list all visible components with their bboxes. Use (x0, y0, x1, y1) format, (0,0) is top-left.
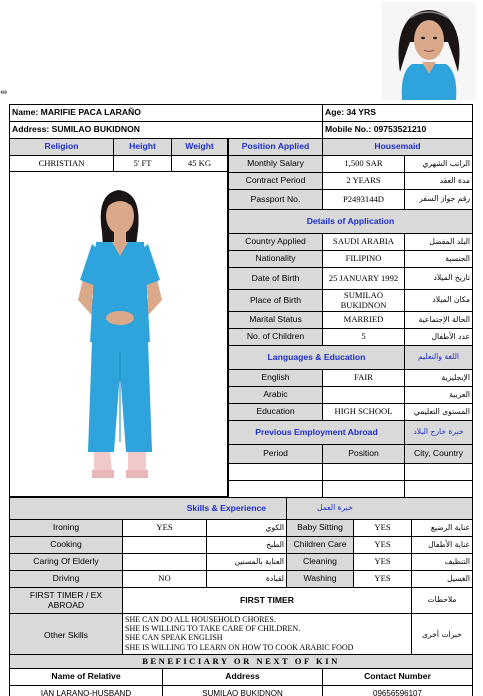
education-arabic: المستوى التعليمي (405, 404, 473, 421)
education-value: HIGH SCHOOL (323, 404, 405, 421)
beneficiary-title: BENEFICIARY OR NEXT OF KIN (10, 655, 473, 669)
skill-arabic: الكوي (207, 520, 287, 537)
name-cell (10, 105, 323, 122)
religion-value: CHRISTIAN (10, 156, 114, 173)
languages-section-title-arabic: اللغة والتعليم (405, 346, 473, 370)
relative-name: IAN LARANO-HUSBAND (10, 686, 163, 696)
skill-arabic: لقيادة (207, 571, 287, 588)
application-value: MARRIED (323, 312, 405, 329)
beneficiary-table (9, 654, 473, 696)
application-label: Country Applied (229, 234, 323, 251)
contract-label: Passport No. (229, 190, 323, 210)
application-arabic: الحالة الإجتماعية (405, 312, 473, 329)
application-arabic: مكان الميلاد (405, 290, 473, 312)
employment-position-header: Position (323, 445, 405, 464)
skill-label: Baby Sitting (287, 520, 354, 537)
application-arabic: عدد الأطفال (405, 329, 473, 346)
skill-value: YES (354, 554, 412, 571)
skill-value: YES (354, 520, 412, 537)
skill-value (123, 554, 207, 571)
skill-label: Children Care (287, 537, 354, 554)
remarks-arabic: ملاحظات (412, 588, 473, 614)
skill-label: Ironing (10, 520, 123, 537)
skill-label: Cooking (10, 537, 123, 554)
other-skill-line: SHE CAN DO ALL HOUSEHOLD CHORES. (125, 615, 276, 624)
mobile-cell (323, 122, 473, 139)
skill-label: Washing (287, 571, 354, 588)
employment-row (229, 481, 473, 498)
skills-table (9, 497, 473, 658)
skill-label: Cleaning (287, 554, 354, 571)
contract-arabic: مدة العقد (405, 173, 473, 190)
contract-arabic: الراتب الشهري (405, 156, 473, 173)
language-value: FAIR (323, 370, 405, 387)
skill-value: YES (354, 571, 412, 588)
relative-address-header: Address (163, 669, 323, 686)
contract-value: 1,500 SAR (323, 156, 405, 173)
position-applied-value: Housemaid (323, 139, 473, 156)
relative-address: SUMILAO BUKIDNON (163, 686, 323, 696)
application-value: 25 JANUARY 1992 (323, 268, 405, 290)
position-applied-header: Position Applied (229, 139, 323, 156)
weight-header: Weight (172, 139, 228, 156)
education-label: Education (229, 404, 323, 421)
language-label: Arabic (229, 387, 323, 404)
age-cell (323, 105, 473, 122)
weight-value: 45 KG (172, 156, 228, 173)
other-skill-line: SHE IS WILLING TO LEARN ON HOW TO COOK ARABIC FOOD (125, 642, 354, 652)
skill-arabic: التنظيف (412, 554, 473, 571)
other-skills-text (123, 614, 412, 658)
mobile-label: Mobile No.: (325, 124, 372, 135)
application-label: No. of Children (229, 329, 323, 346)
employment-section-title-arabic: خبرة خارج البلاد (405, 421, 473, 445)
application-value: SUMILAO BUKIDNON (323, 290, 405, 312)
skill-value: NO (123, 571, 207, 588)
mobile-value: 09753521210 (373, 124, 427, 135)
skill-arabic: عناية الأطفال (412, 537, 473, 554)
languages-section-title: Languages & Education (229, 346, 405, 370)
skills-section-title: Skills & Experience (10, 498, 287, 520)
expand-icon[interactable]: ⇹ (0, 87, 8, 97)
application-value: SAUDI ARABIA (323, 234, 405, 251)
other-skills-arabic: خبرات أخرى (412, 614, 473, 658)
application-label: Place of Birth (229, 290, 323, 312)
religion-header: Religion (10, 139, 114, 156)
application-label: Nationality (229, 251, 323, 268)
relative-name-header: Name of Relative (10, 669, 163, 686)
height-header: Height (114, 139, 172, 156)
height-value: 5' FT (114, 156, 172, 173)
contract-arabic: رقم جواز السفر (405, 190, 473, 210)
name-label: Name: (12, 107, 39, 118)
employment-section-title: Previous Employment Abroad (229, 421, 405, 445)
applicant-name: MARIFIE PACA LARAÑO (40, 107, 141, 118)
address-label: Address: (12, 124, 50, 135)
application-value: FILIPINO (323, 251, 405, 268)
application-arabic: تاريخ الميلاد (405, 268, 473, 290)
basic-info-table (9, 138, 228, 173)
application-section-title: Details of Application (229, 210, 473, 234)
application-label: Date of Birth (229, 268, 323, 290)
age-label: Age: (325, 107, 345, 118)
other-skill-line: SHE CAN SPEAK ENGLISH (125, 633, 223, 643)
skill-arabic: العناية بالمسنين (207, 554, 287, 571)
first-timer-value: FIRST TIMER (123, 588, 412, 614)
skill-value: YES (354, 537, 412, 554)
employment-row (229, 464, 473, 481)
skill-arabic: الغسيل (412, 571, 473, 588)
employment-city-header: City, Country (405, 445, 473, 464)
address-cell (10, 122, 323, 139)
employment-period-header: Period (229, 445, 323, 464)
first-timer-label: FIRST TIMER / EX ABROAD (10, 588, 123, 614)
application-details-table (228, 138, 473, 515)
contract-value: 2 YEARS (323, 173, 405, 190)
contract-value: P2493144D (323, 190, 405, 210)
skills-section-title-arabic: خبرة العمل (287, 498, 473, 520)
skill-label: Driving (10, 571, 123, 588)
application-label: Marital Status (229, 312, 323, 329)
language-arabic: العربية (405, 387, 473, 404)
skill-value: YES (123, 520, 207, 537)
skill-label: Caring Of Elderly (10, 554, 123, 571)
skill-value (123, 537, 207, 554)
personal-info-table (9, 104, 473, 139)
application-arabic: الجنسية (405, 251, 473, 268)
skill-arabic: الطبخ (207, 537, 287, 554)
relative-contact-header: Contact Number (323, 669, 473, 686)
skill-arabic: عناية الرضيع (412, 520, 473, 537)
full-body-photo (9, 171, 228, 497)
contract-label: Contract Period (229, 173, 323, 190)
relative-contact: 09656596107 (323, 686, 473, 696)
other-skills-label: Other Skills (10, 614, 123, 658)
language-label: English (229, 370, 323, 387)
headshot-photo (382, 2, 476, 100)
other-skill-line: SHE IS WILLING TO TAKE CARE OF CHILDREN. (125, 624, 301, 634)
application-arabic: البلد المفضل (405, 234, 473, 251)
application-value: 5 (323, 329, 405, 346)
address-value: SUMILAO BUKIDNON (51, 124, 140, 135)
language-arabic: الإنجليزية (405, 370, 473, 387)
contract-label: Monthly Salary (229, 156, 323, 173)
age-value: 34 YRS (346, 107, 376, 118)
language-value (323, 387, 405, 404)
